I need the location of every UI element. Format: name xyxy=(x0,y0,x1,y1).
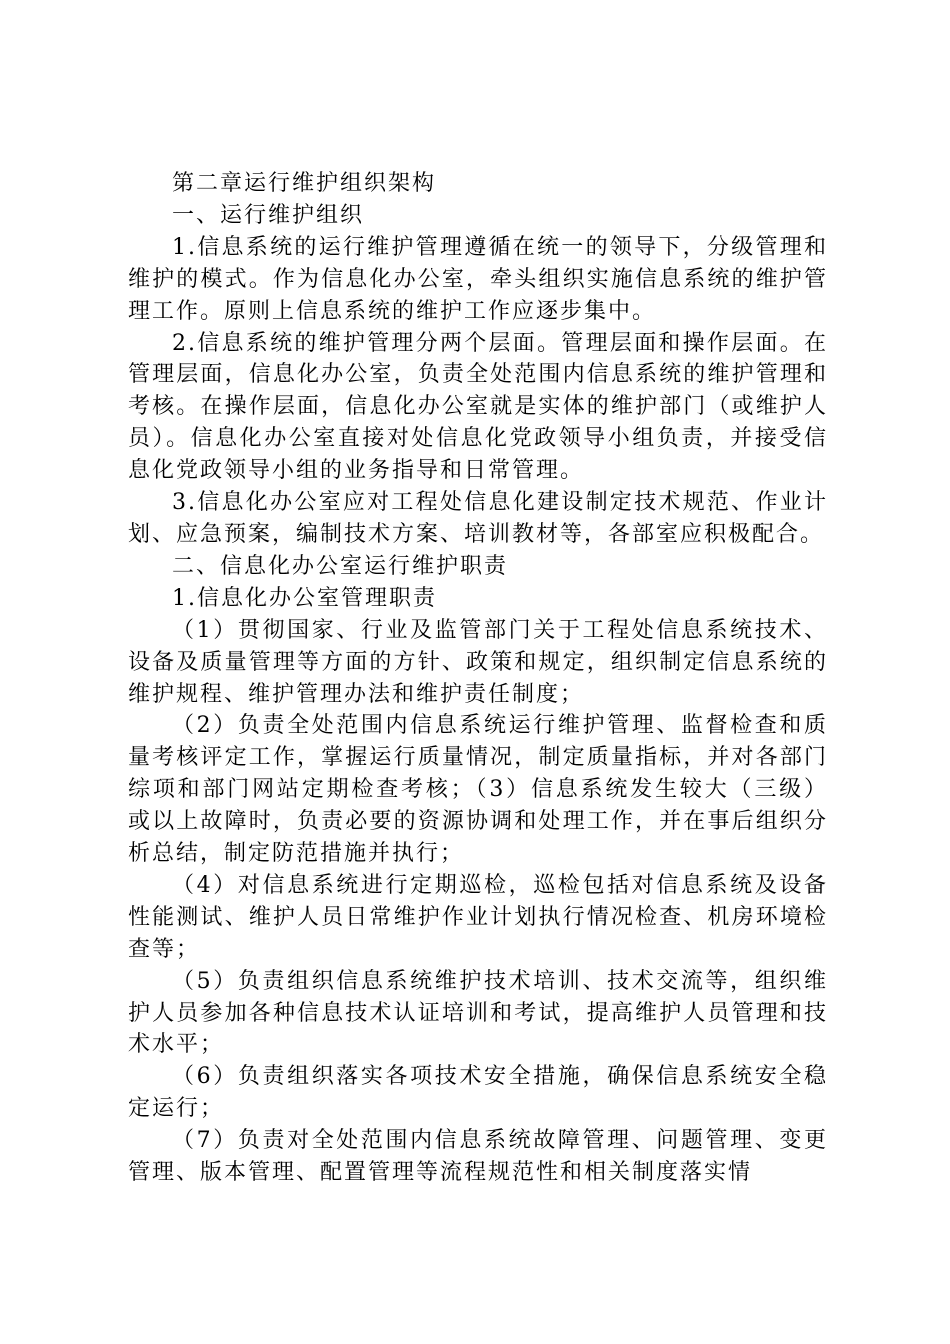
section-heading-2: 二、信息化办公室运行维护职责 xyxy=(172,553,509,579)
paragraph-2: 2.信息系统的维护管理分两个层面。管理层面和操作层面。在管理层面，信息化办公室，负责全处范围内信息系统的维护管理和考核。在操作层面，信息化办公室就是实体的维护部门（或维护人员）。信息化办公室直接对处信息化党政领导小组负责，并接受信息化党政领导小组的业务指导和日常管理。 xyxy=(128,330,828,484)
duty-item-7: （7）负责对全处范围内信息系统故障管理、问题管理、变更管理、版本管理、配置管理等流程规范性和相关制度落实情 xyxy=(128,1128,828,1186)
duty-item-6: （6）负责组织落实各项技术安全措施，确保信息系统安全稳定运行； xyxy=(128,1064,828,1122)
document-body xyxy=(128,168,828,1189)
duty-item-4: （4）对信息系统进行定期巡检，巡检包括对信息系统及设备性能测试、维护人员日常维护作业计划执行情况检查、机房环境检查等； xyxy=(128,872,828,962)
chapter-title: 第二章运行维护组织架构 xyxy=(172,171,437,196)
section-heading-1: 一、运行维护组织 xyxy=(172,202,365,228)
duty-item-2-3: （2）负责全处范围内信息系统运行维护管理、监督检查和质量考核评定工作，掌握运行质量情况，制定质量指标，并对各部门综项和部门网站定期检查考核；（3）信息系统发生较大（三级）或以上故障时，负责必要的资源协调和处理工作，并在事后组织分析总结，制定防范措施并执行； xyxy=(128,713,828,867)
duty-item-5: （5）负责组织信息系统维护技术培训、技术交流等，组织维护人员参加各种信息技术认证培训和考试，提高维护人员管理和技术水平； xyxy=(128,968,828,1058)
subsection-heading-1: 1.信息化办公室管理职责 xyxy=(172,585,437,611)
duty-item-1: （1）贯彻国家、行业及监管部门关于工程处信息系统技术、设备及质量管理等方面的方针、政策和规定，组织制定信息系统的维护规程、维护管理办法和维护责任制度； xyxy=(128,617,828,707)
paragraph-1: 1.信息系统的运行维护管理遵循在统一的领导下，分级管理和维护的模式。作为信息化办公室，牵头组织实施信息系统的维护管理工作。原则上信息系统的维护工作应逐步集中。 xyxy=(128,234,828,324)
paragraph-3: 3.信息化办公室应对工程处信息化建设制定技术规范、作业计划、应急预案，编制技术方案、培训教材等，各部室应积极配合。 xyxy=(128,490,828,547)
